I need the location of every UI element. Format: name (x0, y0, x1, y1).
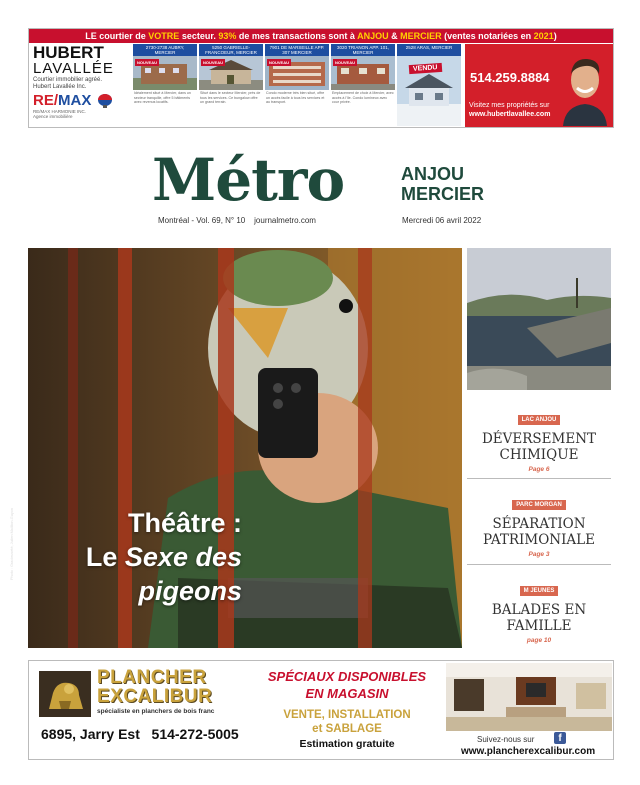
newspaper-logo[interactable]: Métro (152, 146, 345, 214)
issue-info (158, 216, 316, 225)
lake-image (467, 248, 611, 390)
promo-services (257, 708, 437, 736)
facebook-icon[interactable]: f (554, 732, 566, 744)
lion-logo (39, 671, 91, 717)
headline-line: DÉVERSEMENT (481, 431, 597, 447)
remax-re: RE (33, 92, 54, 109)
store-website[interactable]: www.plancherexcalibur.com (461, 746, 596, 757)
remax-logo (33, 93, 131, 109)
new-tag: NOUVEAU (203, 60, 224, 65)
cover-headline (62, 506, 242, 608)
cover-title-line-1: Théâtre : (127, 508, 242, 538)
store-brand (97, 668, 212, 706)
lion-icon (39, 671, 91, 717)
store-address: 6895, Jarry Est (41, 726, 140, 742)
promo-line: EN MAGASIN (305, 686, 389, 701)
store-contact (41, 726, 239, 742)
broker-last-name: LAVALLÉE (33, 60, 114, 77)
strip-text: 93% (218, 31, 237, 41)
story-teaser[interactable] (467, 579, 611, 644)
house-photo (331, 56, 395, 90)
strip-text: 2021 (533, 31, 554, 41)
promo-line: SPÉCIAUX DISPONIBLES (267, 669, 427, 684)
listing-card[interactable] (397, 44, 461, 126)
story-kicker: M JEUNES (520, 586, 559, 596)
edition-line-1: ANJOU (401, 164, 465, 184)
listing-address: 3020 TRIANON APP. 101, MERCIER (331, 44, 395, 56)
showroom-image (446, 663, 612, 731)
strip-text: ANJOU (357, 31, 389, 41)
cover-title-line-3: pigeons (138, 576, 242, 606)
house-photo (133, 56, 197, 90)
listing-address: 2730-2738 AUBRY, MERCIER (133, 44, 197, 56)
edition-name (401, 164, 484, 204)
strip-text: LE courtier de (85, 31, 149, 41)
listing-card[interactable] (199, 44, 263, 126)
follow-label: Suivez-nous sur (477, 735, 535, 744)
story-teaser[interactable] (467, 408, 611, 473)
brand-line-2: EXCALIBUR (97, 686, 213, 707)
issue-date: Mercredi 06 avril 2022 (402, 216, 482, 225)
story-page: Page 3 (528, 551, 550, 558)
promo-estimate: Estimation gratuite (299, 738, 395, 750)
cover-photo[interactable] (10, 248, 462, 648)
new-tag: NOUVEAU (137, 60, 158, 65)
listing-address: 7901 DE MARSEILLE APP. 307 MERCIER (265, 44, 329, 56)
divider (467, 478, 611, 479)
strip-text: VOTRE (148, 31, 180, 41)
lake-photo[interactable] (467, 248, 611, 390)
story-page: Page 6 (528, 466, 550, 473)
ad-headline-strip (29, 29, 613, 43)
broker-company: Hubert Lavallée Inc. (33, 84, 87, 90)
broker-block (33, 44, 131, 126)
balloon-icon (96, 94, 114, 108)
headline-line: BALADES EN (491, 602, 587, 618)
agency-line-1: RE/MAX HARMONIE INC. (33, 109, 87, 114)
listing-address: 2528 ARAS, MERCIER (397, 44, 461, 56)
listing-description: Condo moderne très bien situé, offre un accès facile à tous les services et au transport. (266, 91, 325, 104)
visit-url[interactable]: www.hubertlavallee.com (469, 111, 551, 118)
edition-line-2: MERCIER (401, 184, 485, 204)
story-headline (467, 602, 611, 634)
strip-text: ) (553, 31, 557, 41)
house-photo (265, 56, 329, 90)
promo-headline (257, 668, 437, 702)
story-kicker: PARC MORGAN (512, 500, 566, 510)
strip-text: MERCIER (400, 31, 442, 41)
story-headline (467, 516, 611, 548)
store-tagline: spécialiste en planchers de bois franc (97, 708, 215, 715)
story-headline (467, 431, 611, 463)
headline-line: CHIMIQUE (499, 447, 579, 463)
title-text: Sexe des (124, 542, 242, 572)
new-tag: NOUVEAU (335, 60, 356, 65)
brand-line-1: PLANCHER (97, 667, 207, 688)
headline-line: PATRIMONIALE (483, 532, 595, 548)
store-phone[interactable]: 514-272-5005 (151, 726, 239, 742)
divider (467, 564, 611, 565)
story-kicker: LAC ANJOU (518, 415, 561, 425)
listing-description: Idéalement situé à Mercier, dans un secteur tranquille, offre 5 bâtiments avec revenus locatifs. (134, 91, 191, 104)
listing-card[interactable] (331, 44, 395, 126)
remax-max: MAX (58, 92, 92, 109)
title-text: Le (85, 542, 125, 572)
listing-description: Emplacement de choix à Mercier, avec accès à l'île. Condo lumineux avec cour privée. (332, 91, 394, 104)
top-banner-ad[interactable] (28, 28, 614, 128)
photo-credit: Photo : Gracieuseté, Julien Maillion-Guyon (10, 508, 14, 580)
strip-text: secteur. (179, 31, 219, 41)
strip-text: & (388, 31, 401, 41)
story-page: page 10 (526, 637, 552, 644)
strip-text: (ventes notariées en (441, 31, 534, 41)
listing-address: 5250 GABRIELLE-FRANCOEUR, MERCIER (199, 44, 263, 56)
promo-line: et SABLAGE (312, 723, 382, 735)
contact-panel[interactable] (465, 44, 613, 127)
sold-tag: VENDU (409, 63, 442, 74)
promo-line: VENTE, INSTALLATION (283, 709, 411, 721)
website-link[interactable]: journalmetro.com (254, 216, 316, 225)
volume-number: Montréal - Vol. 69, N° 10 (158, 216, 246, 225)
cover-title-line-2 (62, 540, 242, 574)
listing-card[interactable] (133, 44, 197, 126)
broker-phone[interactable]: 514.259.8884 (470, 70, 550, 85)
broker-first-name: HUBERT (33, 43, 104, 62)
visit-label: Visitez mes propriétés sur (469, 102, 550, 109)
headline-line: FAMILLE (506, 618, 572, 634)
story-teaser[interactable] (467, 493, 611, 558)
visit-text (469, 101, 550, 119)
strip-text: de mes transactions sont à (236, 31, 358, 41)
new-tag: NOUVEAU (269, 60, 290, 65)
listing-card[interactable] (265, 44, 329, 126)
bottom-banner-ad[interactable] (28, 660, 614, 760)
remax-slash: / (53, 92, 59, 109)
broker-portrait (559, 50, 611, 126)
broker-title: Courtier immobilier agréé. (33, 77, 103, 83)
house-photo (199, 56, 263, 90)
house-photo (397, 56, 461, 126)
listing-description: Situé dans le secteur Mercier, près de tous les services. Ce bungalow offre un grand terrain. (200, 91, 261, 104)
agency-line-2: Agence immobilière (33, 114, 73, 119)
headline-line: SÉPARATION (492, 516, 586, 532)
showroom-photo (446, 663, 612, 731)
